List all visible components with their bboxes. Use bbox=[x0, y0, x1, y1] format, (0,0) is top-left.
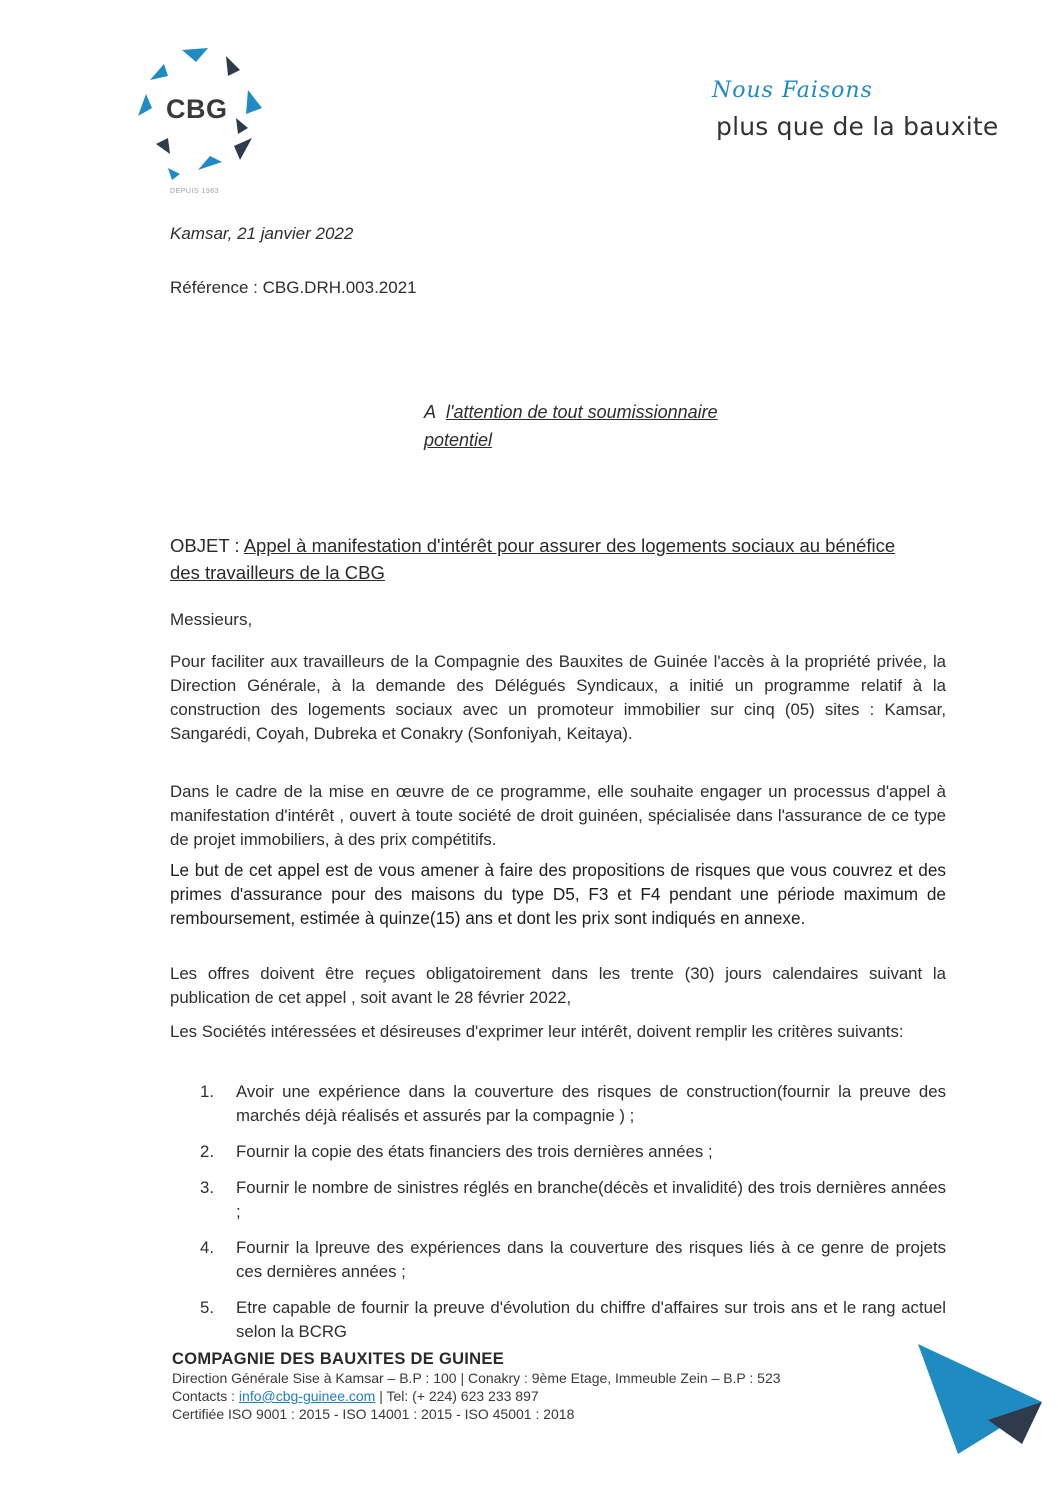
attention-prefix: A bbox=[424, 402, 437, 422]
list-item-number: 5. bbox=[200, 1298, 214, 1317]
list-item-text: Fournir la lpreuve des expériences dans la couverture des risques liés à ce genre de projets ces dernières années ; bbox=[236, 1238, 946, 1281]
phone-text: | Tel: (+ 224) 623 233 897 bbox=[379, 1388, 539, 1404]
cbg-logo bbox=[130, 42, 270, 195]
attention-block bbox=[424, 398, 844, 454]
list-item-number: 1. bbox=[200, 1082, 214, 1101]
paragraph-5: Les Sociétés intéressées et désireuses d'exprimer leur intérêt, doivent remplir les critères suivants: bbox=[170, 1022, 904, 1041]
letter-reference: Référence : CBG.DRH.003.2021 bbox=[170, 278, 417, 297]
slogan-script: Nous Faisons bbox=[712, 78, 873, 103]
logo-since: DEPUIS 1963 bbox=[170, 188, 220, 195]
footer-certifications: Certifiée ISO 9001 : 2015 - ISO 14001 : 2015 - ISO 45001 : 2018 bbox=[172, 1406, 575, 1422]
attention-line2: potentiel bbox=[424, 430, 493, 450]
paragraph-4: Les offres doivent être reçues obligatoirement dans les trente (30) jours calendaires suivant la publication de cet appel , soit avant le 28 février 2022, bbox=[170, 964, 946, 1007]
objet-label: OBJET : bbox=[170, 535, 240, 556]
corner-triangle-icon bbox=[918, 1344, 1042, 1454]
contacts-label: Contacts : bbox=[172, 1388, 236, 1404]
list-item-text: Etre capable de fournir la preuve d'évolution du chiffre d'affaires sur trois ans et le rang actuel selon la BCRG bbox=[236, 1298, 946, 1341]
paragraph-3: Le but de cet appel est de vous amener à faire des propositions de risques que vous couvrez et des primes d'assurance pour des maisons du type D5, F3 et F4 pendant une période maximum de remboursement, estimée à quinze(15) ans et dont les prix sont indiqués en annexe. bbox=[170, 860, 946, 928]
paragraph-2: Dans le cadre de la mise en œuvre de ce programme, elle souhaite engager un processus d'appel à manifestation d'intérêt , ouvert à toute société de droit guinéen, spécialisée dans l'assurance de ce type de projet immobiliers, à des prix compétitifs. bbox=[170, 782, 946, 849]
footer-company: COMPAGNIE DES BAUXITES DE GUINEE bbox=[172, 1350, 505, 1368]
slogan bbox=[712, 78, 1052, 148]
list-item bbox=[200, 1236, 946, 1284]
list-item bbox=[200, 1176, 946, 1224]
list-item bbox=[200, 1140, 946, 1164]
list-item bbox=[200, 1080, 946, 1128]
footer-contacts bbox=[172, 1387, 892, 1405]
list-item-number: 2. bbox=[200, 1142, 214, 1161]
objet-block bbox=[170, 532, 930, 586]
list-item-text: Avoir une expérience dans la couverture des risques de construction(fournir la preuve des marchés déjà réalisés et assurés par la compagnie ) ; bbox=[236, 1082, 946, 1125]
footer-address: Direction Générale Sise à Kamsar – B.P : 100 | Conakry : 9ème Etage, Immeuble Zein – B.P : 523 bbox=[172, 1370, 781, 1386]
salutation: Messieurs, bbox=[170, 610, 253, 629]
criteria-list bbox=[200, 1080, 946, 1344]
paragraph-1: Pour faciliter aux travailleurs de la Compagnie des Bauxites de Guinée l'accès à la propriété privée, la Direction Générale, à la demande des Délégués Syndicaux, a initié un programme relatif à la construction des logements sociaux avec un promoteur immobilier sur cinq (05) sites : Kamsar, Sangarédi, Coyah, Dubreka et Conakry (Sonfoniyah, Keitaya). bbox=[170, 652, 946, 743]
footer bbox=[172, 1350, 892, 1423]
slogan-main: plus que de la bauxite bbox=[716, 112, 999, 141]
logo-text: CBG bbox=[166, 94, 228, 124]
attention-line1: l'attention de tout soumissionnaire bbox=[446, 402, 718, 422]
list-item-text: Fournir la copie des états financiers des trois dernières années ; bbox=[236, 1142, 713, 1161]
letter-date: Kamsar, 21 janvier 2022 bbox=[170, 224, 354, 243]
list-item bbox=[200, 1296, 946, 1344]
objet-text: Appel à manifestation d'intérêt pour assurer des logements sociaux au bénéfice des travailleurs de la CBG bbox=[170, 535, 896, 583]
email-link[interactable]: info@cbg-guinee.com bbox=[238, 1388, 376, 1404]
list-item-number: 4. bbox=[200, 1238, 214, 1257]
list-item-text: Fournir le nombre de sinistres réglés en branche(décès et invalidité) des trois dernières années ; bbox=[236, 1178, 946, 1221]
list-item-number: 3. bbox=[200, 1178, 214, 1197]
